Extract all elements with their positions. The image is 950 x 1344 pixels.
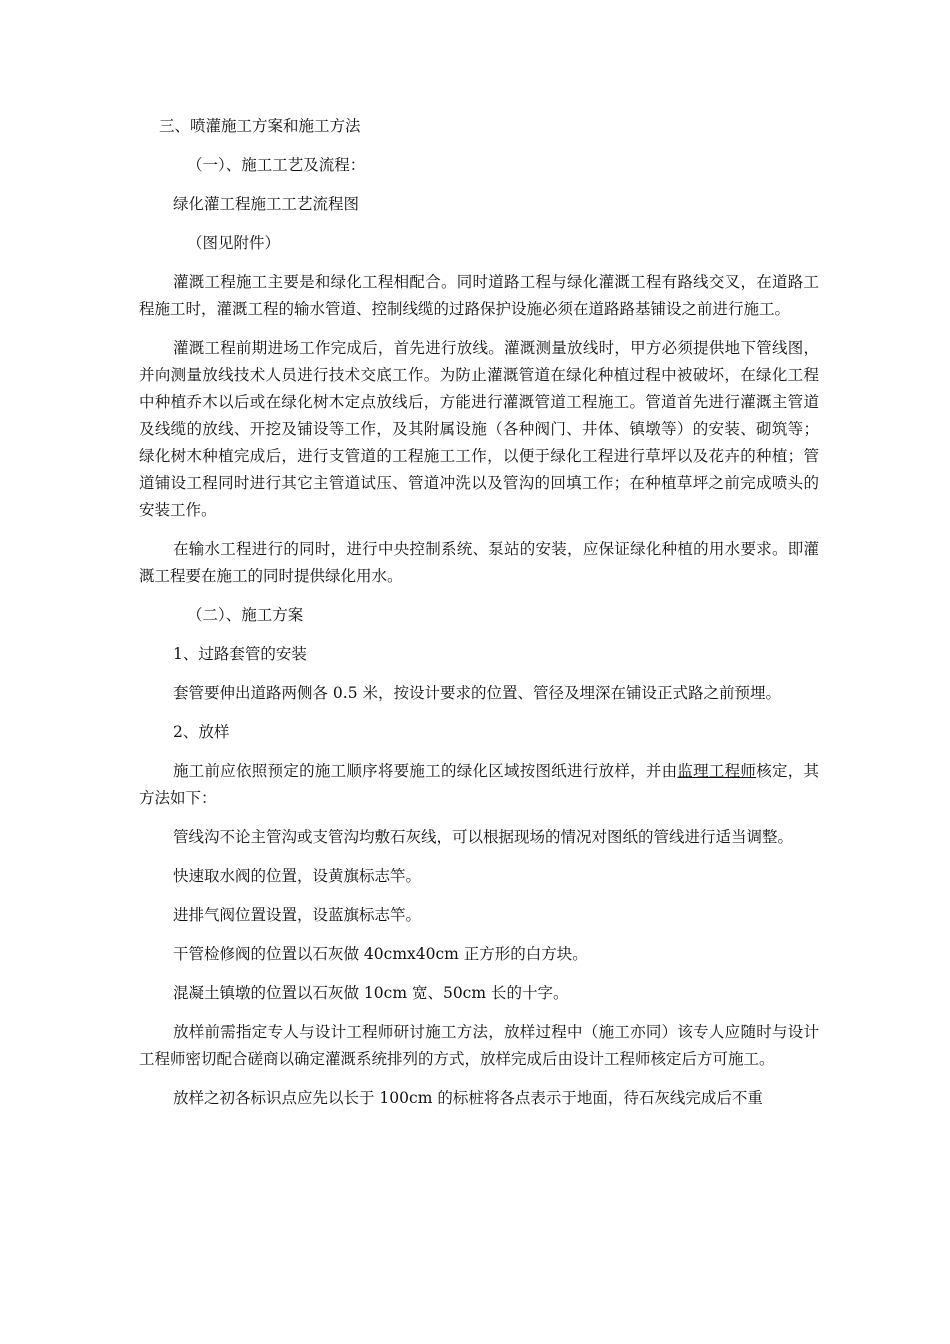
paragraph-2: 灌溉工程前期进场工作完成后，首先进行放线。灌溉测量放线时，甲方必须提供地下管线图，并向测量放线技术人员进行技术交底工作。为防止灌溉管道在绿化种植过程中被破坏，在绿化工程中种植乔木以后或在绿化树木定点放线后，方能进行灌溉管道工程施工。管道首先进行灌溉主管道及线缆的放线、开挖及铺设等工作，及其附属设施（各种阀门、井体、镇墩等）的安装、砌筑等；绿化树木种植完成后，进行支管道的工程施工工作，以便于绿化工程进行草坪以及花卉的种植；管道铺设工程同时进行其它主管道试压、管道冲洗以及管沟的回填工作；在种植草坪之前完成喷头的安装工作。 bbox=[139, 339, 819, 519]
staking-line-6: 放样前需指定专人与设计工程师研讨施工方法，放样过程中（施工亦同）该专人应随时与设计工程师密切配合磋商以确定灌溉系统排列的方式，放样完成后由设计工程师核定后方可施工。 bbox=[139, 1023, 819, 1068]
staking-line-5: 混凝土镇墩的位置以石灰做 10cm 宽、50cm 长的十字。 bbox=[173, 984, 569, 1002]
item-2-text bbox=[139, 758, 819, 812]
flow-chart-title: 绿化灌工程施工工艺流程图 bbox=[173, 195, 360, 213]
staking-line-7: 放样之初各标识点应先以长于 100cm 的标桩将各点表示于地面，待石灰线完成后不重 bbox=[173, 1089, 763, 1107]
document-page bbox=[139, 113, 819, 1124]
item-1-text: 套管要伸出道路两侧各 0.5 米，按设计要求的位置、管径及埋深在铺设正式路之前预埋。 bbox=[173, 684, 782, 702]
paragraph-1: 灌溉工程施工主要是和绿化工程相配合。同时道路工程与绿化灌溉工程有路线交叉，在道路工程施工时，灌溉工程的输水管道、控制线缆的过路保护设施必须在道路路基铺设之前进行施工。 bbox=[139, 273, 819, 318]
section-title: 三、喷灌施工方案和施工方法 bbox=[159, 117, 361, 135]
item-2-text-end: 核定，其方法如下： bbox=[139, 762, 819, 807]
staking-line-2: 快速取水阀的位置，设黄旗标志竿。 bbox=[173, 867, 422, 885]
staking-line-3: 进排气阀位置设置，设蓝旗标志竿。 bbox=[173, 906, 422, 924]
subsection-title-2: （二）、施工方案 bbox=[187, 606, 304, 624]
subsection-title-1: （一）、施工工艺及流程： bbox=[187, 156, 366, 174]
item-2-title: 2、放样 bbox=[173, 723, 230, 741]
paragraph-3: 在输水工程进行的同时，进行中央控制系统、泵站的安装，应保证绿化种植的用水要求。即灌溉工程要在施工的同时提供绿化用水。 bbox=[139, 540, 819, 585]
item-1-title: 1、过路套管的安装 bbox=[173, 645, 307, 663]
staking-line-4: 干管检修阀的位置以石灰做 40cmx40cm 正方形的白方块。 bbox=[173, 945, 588, 963]
supervising-engineer-link[interactable]: 监理工程师 bbox=[677, 762, 757, 780]
item-2-text-start: 施工前应依照预定的施工顺序将要施工的绿化区域按图纸进行放样，并由 bbox=[173, 762, 678, 780]
figure-note: （图见附件） bbox=[187, 234, 281, 252]
staking-line-1: 管线沟不论主管沟或支管沟均敷石灰线，可以根据现场的情况对图纸的管线进行适当调整。 bbox=[173, 828, 794, 846]
